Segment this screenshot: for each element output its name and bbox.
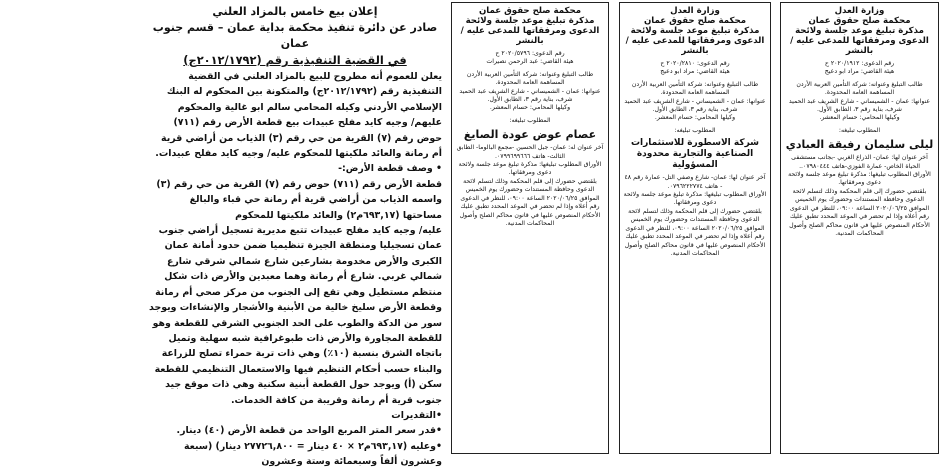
notice-ostora bbox=[619, 2, 771, 454]
notice-agent: وكيلها المحامي: حسام المعشر. bbox=[819, 114, 900, 122]
notice-respondent-label: المطلوب تبليغه: bbox=[674, 126, 716, 134]
notice-applicant: طالب التبليغ وعنوانه: شركة التأمين العربية الأردن المساهمة العامة المحدودة. bbox=[796, 80, 923, 97]
notice-address: عنوانها: عمان - الشميساني - شارع الشريف عبد الحميد شرف، بناية رقم ٣، الطابق الأول. bbox=[459, 87, 601, 104]
notice-judge: هيئة القاضي: مراد ابو دعيج bbox=[660, 68, 730, 76]
auction-land-summary: قطعة الأرض رقم (٧١١) حوض رقم (٧) القرية من حي رقم (٣) واسمه الذياب من أراضي قرية أم رمانة حي قباء والبالغ مساحتها (٦٩٣,١٧م٢) والعائد ملكيتها للمحكوم bbox=[156, 178, 442, 221]
notice-agent: وكيلها المحامي: حسام المعشر. bbox=[489, 104, 571, 112]
notice-memo: مذكرة تبليغ موعد جلسة ولائحة الدعوى ومرفقاتها للمدعى عليه / بالنشر bbox=[790, 26, 929, 56]
notice-applicant: طالب التبليغ وعنوانه: شركة التأمين العربية الأردن المساهمة العامة المحدودة. bbox=[631, 80, 759, 97]
notice-court: محكمة صلح حقوق عمان bbox=[808, 16, 911, 26]
notice-ministry: وزارة العدل bbox=[670, 6, 720, 16]
notice-papers: الأوراق المطلوب تبليغها: مذكرة تبليغ موعد جلسة ولائحة دعوى ومرفقاتها. bbox=[788, 171, 931, 187]
notice-papers: الأوراق المطلوب تبليغها: مذكرة تبليغ موعد جلسة ولائحة دعوى ومرفقاتها. bbox=[458, 161, 602, 177]
notice-respondent-name: ليلى سليمان رفيقة العبادي bbox=[785, 138, 934, 152]
notice-address: عنوانها: عمان - الشميساني - شارع الشريف عبد الحميد شرف، بناية رقم ٣، الطابق الأول. bbox=[788, 97, 931, 114]
auction-issuer: صادر عن دائرة تنفيذ محكمة بداية عمان – قسم جنوب عمان bbox=[152, 21, 438, 50]
notice-instructions: بلقتضي حضورك إلى قلم المحكمة وذلك لتسلم لائحة الدعوى وحافظة المستندات وحضورك يوم الخميس الموافق ٢٠٢٠/٠٦/٢٥ الساعة ٠٩:٠٠، للنظر في الدعوى رقم أعلاه وإذا لم تحضر في الموعد المحدد تطبق عليك الأحكام المنصوص عليها في قانون محاكم الصلح وأصول المحاكمات المدنية. bbox=[789, 187, 930, 237]
notice-memo: مذكرة تبليغ موعد جلسة ولائحة الدعوى ومرفقاتها للمدعى عليه / بالنشر bbox=[625, 26, 765, 56]
notice-instructions: بلقتضي حضورك إلى قلم المحكمة وذلك لتسلم لائحة الدعوى وحافظة المستندات وحضورك يوم الخميس الموافق ٢٠٢٠/٠٦/٢٥ الساعة ٠٩:٠٠، للنظر في الدعوى رقم أعلاه وإذا لم تحضر في الموعد المحدد تطبق عليك الأحكام المنصوص عليها في قانون محاكم الصلح وأصول المحاكمات المدنية. bbox=[459, 177, 601, 227]
notice-case-number: رقم الدعوى: ٢٠٢٠/٥٧٩٦ ح bbox=[495, 50, 565, 57]
auction-desc-heading: • وصف قطعة الأرض:- bbox=[338, 163, 442, 175]
auction-case-number: في القضية التنفيذية رقم (٢٠١٢/١٧٩٢ج) bbox=[183, 53, 407, 67]
notice-papers: الأوراق المطلوب تبليغها: مذكرة تبليغ موعد جلسة ولائحة دعوى ومرفقاتها. bbox=[623, 191, 767, 207]
notice-essam bbox=[451, 2, 609, 454]
notice-instructions: بلقتضي حضورك إلى قلم المحكمة وذلك لتسلم لائحة الدعوى وحافظة المستندات وحضورك يوم الخميس الموافق ٢٠٢٠/٠٦/٢٥ الساعة ٠٩:٠٠، للنظر في الدعوى رقم أعلاه وإذا لم تحضر في الموعد المحدد تطبق عليك الأحكام المنصوص عليها في قانون محاكم الصلح وأصول المحاكمات المدنية. bbox=[624, 207, 766, 257]
auction-estimate-price: •قدر سعر المتر المربع الواحد من قطعة الأرض (٤٠) دينار. bbox=[176, 425, 442, 437]
notice-respondent-name: عصام عوض عودة الصايغ bbox=[463, 128, 597, 142]
notice-case-number: رقم الدعوى: ٢٠٢٠/١٩١٢ ح bbox=[824, 60, 895, 67]
auction-estimate-total: •وعليه (٦٩٣,١٧م٢ × ٤٠ دينار = ٢٧٧٢٦,٨٠٠ دينار) (سبعة وعشرون ألفاً وسبعمائة وستة وعشرون bbox=[183, 440, 442, 468]
auction-title: إعلان بيع خامس بالمزاد العلني bbox=[212, 5, 378, 18]
notice-address: عنوانها: عمان - الشميساني - شارع الشريف عبد الحميد شرف، بناية رقم ٣، الطابق الأول. bbox=[624, 97, 766, 114]
notice-respondent-address: آخر عنوان له: عمان- جبل الحسين -مجمع البالوما- الطابق الثالث- هاتف ٠٧٩٩٦٩٩٦٦٦. bbox=[456, 144, 604, 160]
notice-case-number: رقم الدعوى: ٢٠٢٠/٢٨١٠ ح bbox=[660, 60, 730, 67]
notice-judge: هيئة القاضي: مراد ابو دعيج bbox=[824, 68, 895, 76]
auction-intro: يعلن للعموم أنه مطروح للبيع بالمزاد العلني في القضية التنفيذية رقم (٢٠١٢/١٧٩٢ج) والمتكونة بين المحكوم له البنك الإسلامي الأردني وكيله المحامي سالم ابو غالية والمحكوم عليهم/ وجيه كايد مفلح عبيدات بيع قطعة الأرض رقم (٧١١) حوض رقم (٧) القرية من حي رقم (٣) الذياب من أراضي قرية أم رمانة والعائد ملكيتها للمحكوم عليه/ وجيه كايد مفلح عبيدات. bbox=[155, 71, 442, 160]
notice-laila bbox=[780, 2, 939, 454]
auction-estimates-heading: •التقديرات bbox=[391, 409, 442, 421]
notice-applicant: طالب التبليغ وعنوانه: شركة التأمين العربية الأردن المساهمة العامة المحدودة. bbox=[466, 70, 594, 87]
notice-respondent-name: شركة الاسطورة للاستثمارات الصناعية والتجارية محدودة المسؤولية bbox=[630, 138, 760, 171]
notice-agent: وكيلها المحامي: حسام المعشر. bbox=[654, 114, 736, 122]
auction-notice bbox=[148, 4, 442, 468]
notice-respondent-label: المطلوب تبليغه: bbox=[838, 126, 881, 134]
notice-court: محكمة صلح حقوق عمان bbox=[478, 6, 582, 16]
notice-court: محكمة صلح حقوق عمان bbox=[643, 16, 747, 26]
notice-memo: مذكرة تبليغ موعد جلسة ولائحة الدعوى ومرفقاتها للمدعى عليه / بالنشر bbox=[460, 16, 600, 46]
auction-land-description: عليه/ وجيه كايد مفلح عبيدات تتبع مديرية تسجيل أراضي جنوب عمان تسجيليا ومنطقة الجيزة تنظيميا ضمن حدود أمانة عمان الكبرى والأرض مخدومة بشارعين شارع شمالي شرقي شارع شمالي غربي. شارع أم رمانة وهما معبدين والأرض ذات شكل منتظم مستطيل وهي تقع إلى الجنوب من مركز صحي أم رمانة وقطعة الأرض سليخ خالية من الأبنية والأشجار والإنشاءات ويوجد سور من الدكة والطوب على الحد الجنوبي الشرقي للقطعة وهو للقطعة المجاورة والأرض ذات طبوغرافية شبه سهلية وتميل باتجاه الشرق بنسبة (١٠٪) وهي ذات تربة حمراء تصلح للزراعة والبناء حسب أحكام التنظيم فيها والاستعمال التنظيمي للقطعة سكن (أ) ويوجد حول القطعة أبنية سكنية وهي ذات موقع جيد جنوب قرية أم رمانة وقريبة من كافة الخدمات. bbox=[149, 225, 442, 406]
notice-respondent-address: آخر عنوان لها: عمان- الذراع الغربي -بجانب مستشفى الحياة الخاص- عمارة الفوزي-هاتف ٠٧٩٨٠٤٤٤.. bbox=[791, 154, 928, 170]
notice-respondent-address: آخر عنوان لها: عمان- شارع وصفي التل- عمارة رقم ٤٨ - هاتف ٠٧٩٦٢٢٢٧٧٤. bbox=[624, 174, 766, 190]
notice-judge: هيئة القاضي: عبد الرحمن نصيرات bbox=[486, 58, 574, 66]
notice-ministry: وزارة العدل bbox=[834, 6, 885, 16]
notice-respondent-label: المطلوب تبليغه: bbox=[509, 116, 551, 124]
